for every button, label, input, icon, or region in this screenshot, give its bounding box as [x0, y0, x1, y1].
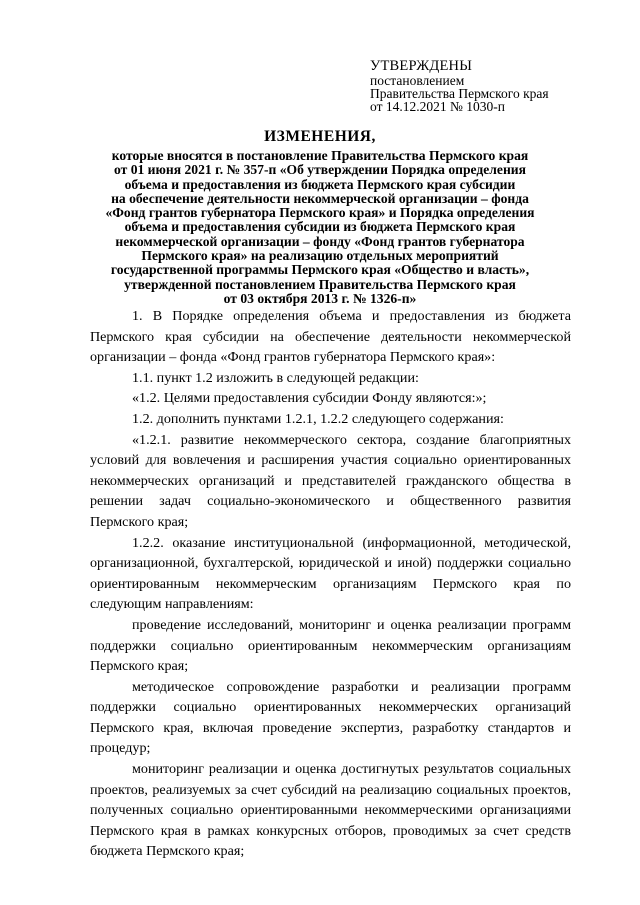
subtitle-line: от 01 июня 2021 г. № 357-п «Об утверждении Порядка определения [114, 162, 526, 178]
subtitle-line: на обеспечение деятельности некоммерческой организации – фонда [111, 190, 529, 206]
paragraph-item-1-2-addition: 1.2. дополнить пунктами 1.2.1, 1.2.2 следующего содержания: [132, 410, 504, 427]
paragraph-direction-monitoring: мониторинг реализации и оценка достигнутых результатов социальных проектов, реализуемых за счет субсидий на реализацию социальных проектов, полученных социально ориентированными некоммерческими организациями Пермского края в рамках конкурсных отборов, проводимых за счет средств бюджета Пермского края; [90, 761, 571, 860]
subtitle-line: государственной программы Пермского края «Общество и власть», [110, 262, 530, 278]
document-body [90, 306, 571, 862]
subtitle-line: утвержденной постановлением Правительства Пермского края [124, 276, 516, 292]
approval-date-number: от 14.12.2021 № 1030-п [370, 99, 505, 114]
document-heading [0, 128, 640, 306]
document-title: ИЗМЕНЕНИЯ, [264, 128, 376, 145]
document-subtitle [0, 149, 640, 306]
paragraph-item-1-2-wording: «1.2. Целями предоставления субсидии Фонду являются:»; [132, 390, 487, 407]
approval-authority: Правительства Пермского края [370, 86, 549, 101]
approval-stamp [370, 58, 549, 113]
subtitle-line: которые вносятся в постановление Правительства Пермского края [111, 148, 529, 163]
approval-resolution-label: постановлением [370, 73, 465, 88]
paragraph-item-1-2-1: «1.2.1. развитие некоммерческого сектора, создание благоприятных условий для вовлечения и расширения участия социально ориентированных некоммерческих организаций и представителей гражданского общества в решении задач социально-экономического и общественного развития Пермского края; [90, 431, 571, 530]
subtitle-line: Пермского края» на реализацию отдельных мероприятий [141, 248, 499, 264]
subtitle-line: объема и предоставления субсидии из бюджета Пермского края [124, 219, 516, 235]
subtitle-line: «Фонд грантов губернатора Пермского края» и Порядка определения [105, 205, 535, 221]
paragraph-item-1: 1. В Порядке определения объема и предоставления из бюджета Пермского края субсидии на обеспечение деятельности некоммерческой организации – фонда «Фонд грантов губернатора Пермского края»: [90, 308, 571, 366]
subtitle-line: объема и предоставления из бюджета Пермского края субсидии [124, 176, 516, 192]
approved-label: УТВЕРЖДЕНЫ [370, 58, 473, 74]
subtitle-line: некоммерческой организации – фонду «Фонд грантов губернатора [115, 233, 525, 249]
paragraph-direction-methodology: методическое сопровождение разработки и реализации программ поддержки социально ориентированных некоммерческих организаций Пермского края, включая проведение экспертиз, разработку стандартов и процедур; [90, 678, 571, 757]
paragraph-item-1-1: 1.1. пункт 1.2 изложить в следующей редакции: [132, 369, 419, 386]
subtitle-line: от 03 октября 2013 г. № 1326-п» [223, 290, 417, 306]
paragraph-item-1-2-2: 1.2.2. оказание институциональной (информационной, методической, организационной, бухгалтерской, юридической и иной) поддержки социально ориентированным некоммерческим организациям Пермского края по следующим направлениям: [90, 534, 571, 613]
paragraph-direction-research: проведение исследований, мониторинг и оценка реализации программ поддержки социально ориентированным некоммерческим организациям Пермского края; [90, 616, 571, 675]
